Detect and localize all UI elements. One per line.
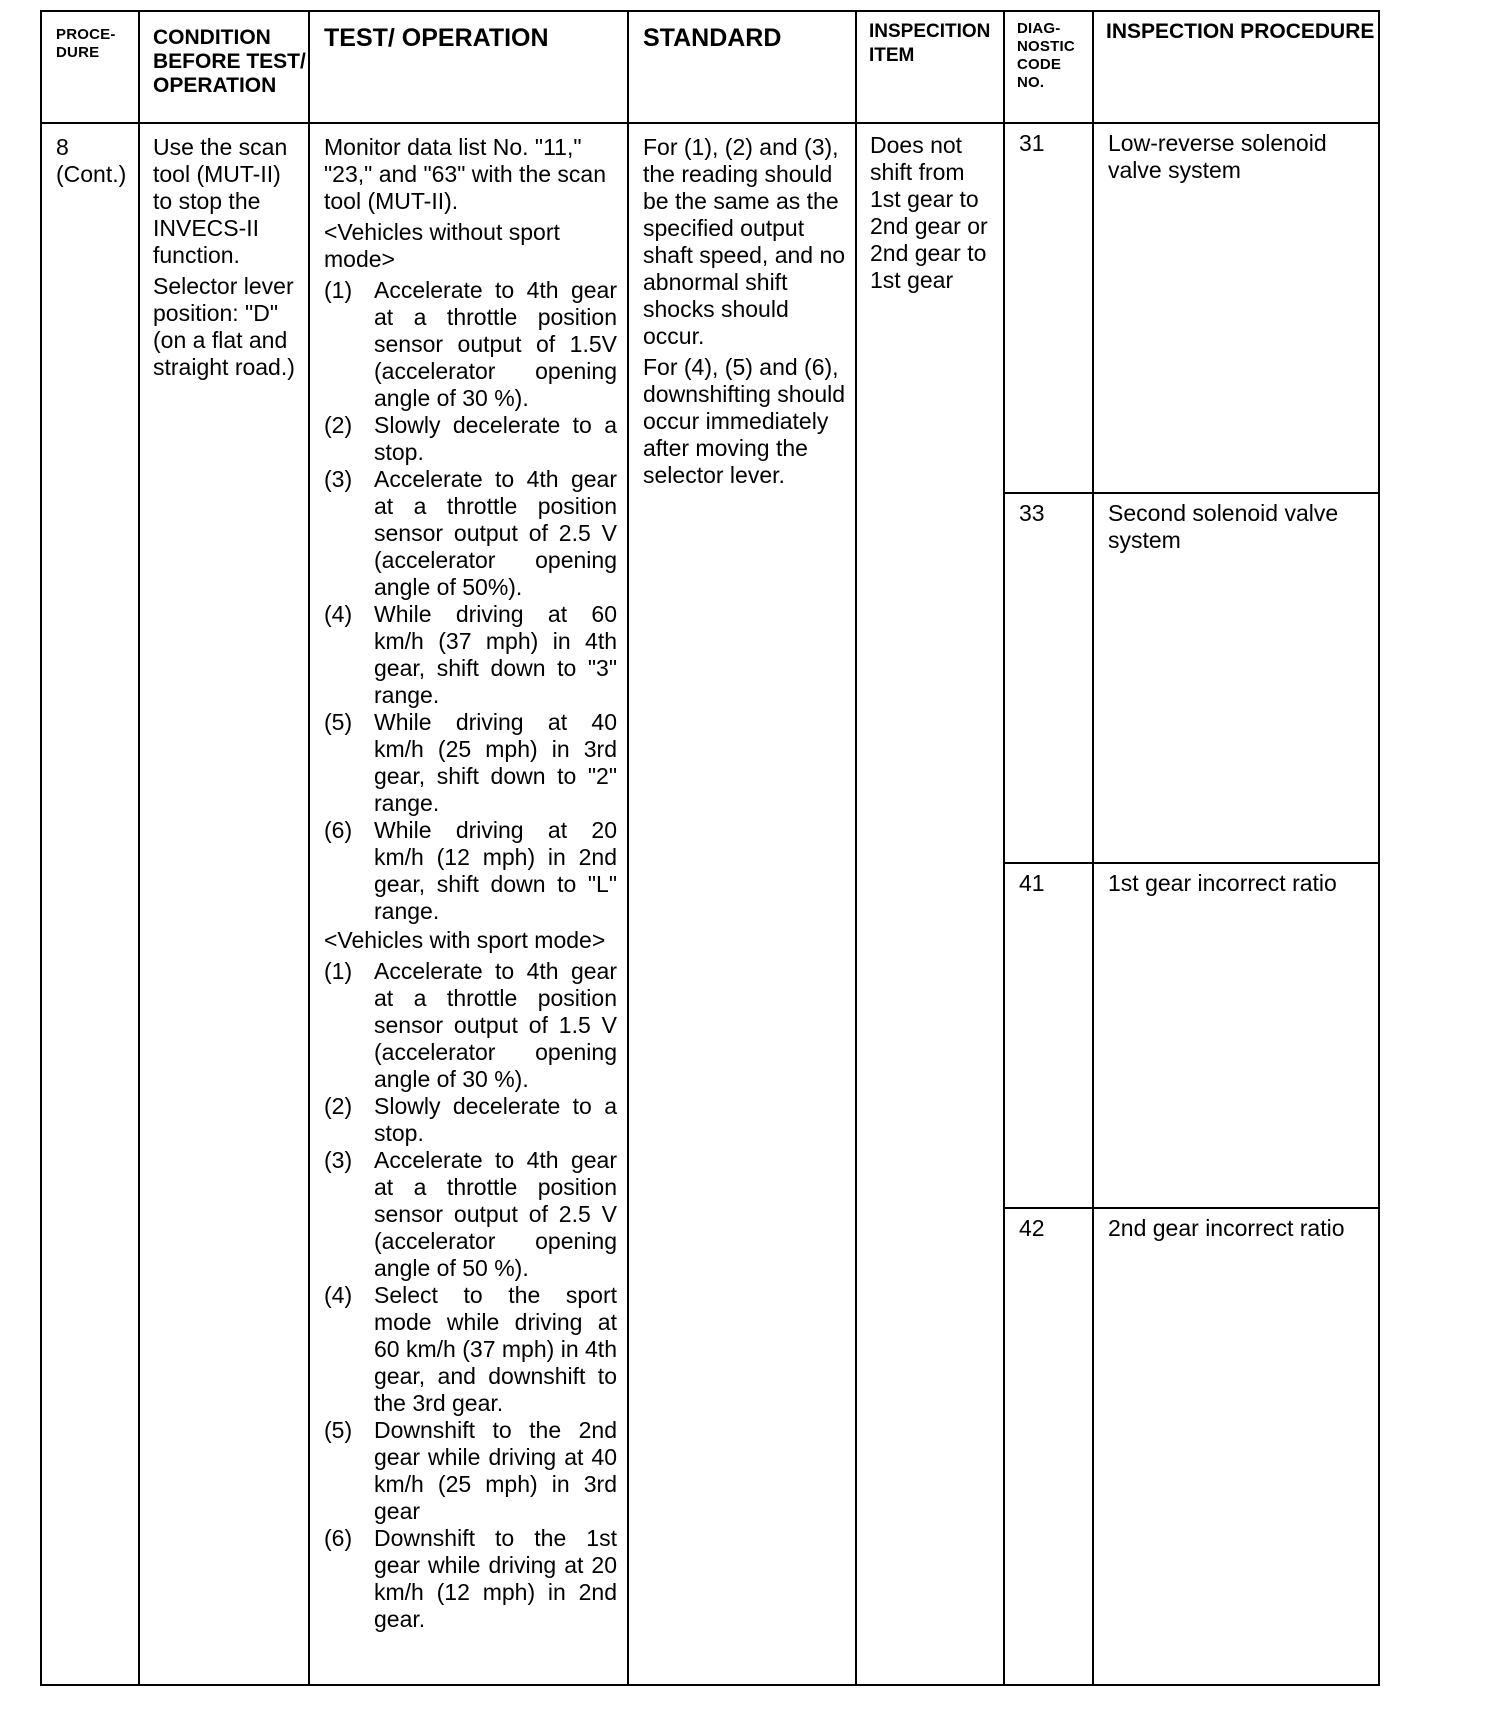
header-diag-code: DIAG-NOSTIC CODE NO.	[1004, 11, 1093, 123]
diag-code-42: 42	[1004, 1208, 1093, 1685]
list-item: (5) Downshift to the 2nd gear while driving at 40 km/h (25 mph) in 3rd gear	[324, 1417, 617, 1524]
procedure-cell: 8 (Cont.)	[41, 123, 139, 1685]
diag-code-33: 33	[1004, 493, 1093, 863]
inspection-procedure-33: Second solenoid valve system	[1093, 493, 1379, 863]
with-sport-heading: <Vehicles with sport mode>	[324, 927, 606, 953]
standard-text-2: For (4), (5) and (6), downshifting should occur immediately after moving the selector lever.	[643, 354, 846, 488]
list-item: (6) While driving at 20 km/h (12 mph) in 2nd gear, shift down to "L" range.	[324, 817, 617, 924]
list-item: (4) While driving at 60 km/h (37 mph) in 4th gear, shift down to "3" range.	[324, 601, 617, 708]
inspection-procedure-41: 1st gear incorrect ratio	[1093, 863, 1379, 1208]
diag-code-31: 31	[1004, 123, 1093, 493]
header-procedure: PROCE-DURE	[41, 11, 139, 123]
inspection-table	[40, 10, 1380, 1686]
condition-text-1: Use the scan tool (MUT-II) to stop the INVECS-II function.	[153, 134, 288, 268]
condition-cell	[139, 123, 309, 1685]
inspection-item-cell: Does not shift from 1st gear to 2nd gear or 2nd gear to 1st gear	[856, 123, 1004, 1685]
header-inspection-item: INSPECITION ITEM	[856, 11, 1004, 123]
list-item: (1) Accelerate to 4th gear at a throttle position sensor output of 1.5 V (accelerator opening angle of 30 %).	[324, 958, 617, 1092]
header-inspection-procedure: INSPECTION PROCEDURE	[1093, 11, 1379, 123]
list-item: (5) While driving at 40 km/h (25 mph) in 3rd gear, shift down to "2" range.	[324, 709, 617, 816]
list-item: (3) Accelerate to 4th gear at a throttle position sensor output of 2.5 V (accelerator opening angle of 50 %).	[324, 1147, 617, 1281]
inspection-procedure-31: Low-reverse solenoid valve system	[1093, 123, 1379, 493]
header-standard: STANDARD	[628, 11, 856, 123]
standard-cell	[628, 123, 856, 1685]
standard-text-1: For (1), (2) and (3), the reading should be the same as the specified output shaft speed, and no abnormal shift shocks should occur.	[643, 134, 846, 349]
header-test: TEST/ OPERATION	[309, 11, 628, 123]
table-row	[41, 123, 1379, 493]
diag-code-41: 41	[1004, 863, 1093, 1208]
test-intro: Monitor data list No. "11," "23," and "63" with the scan tool (MUT-II).	[324, 134, 606, 214]
list-item: (1) Accelerate to 4th gear at a throttle position sensor output of 1.5V (accelerator opening angle of 30 %).	[324, 277, 617, 411]
list-item: (4) Select to the sport mode while driving at 60 km/h (37 mph) in 4th gear, and downshift to the 3rd gear.	[324, 1282, 617, 1416]
test-cell	[309, 123, 628, 1685]
list-item: (2) Slowly decelerate to a stop.	[324, 412, 617, 465]
condition-text-2: Selector lever position: "D" (on a flat and straight road.)	[153, 273, 295, 380]
list-item: (6) Downshift to the 1st gear while driving at 20 km/h (12 mph) in 2nd gear.	[324, 1525, 617, 1632]
header-row	[41, 11, 1379, 123]
inspection-procedure-42: 2nd gear incorrect ratio	[1093, 1208, 1379, 1685]
without-sport-heading: <Vehicles without sport mode>	[324, 219, 560, 272]
list-item: (2) Slowly decelerate to a stop.	[324, 1093, 617, 1146]
list-item: (3) Accelerate to 4th gear at a throttle position sensor output of 2.5 V (accelerator opening angle of 50%).	[324, 466, 617, 600]
inspection-table-sheet	[40, 10, 1378, 1686]
header-condition: CONDITION BEFORE TEST/ OPERATION	[139, 11, 309, 123]
